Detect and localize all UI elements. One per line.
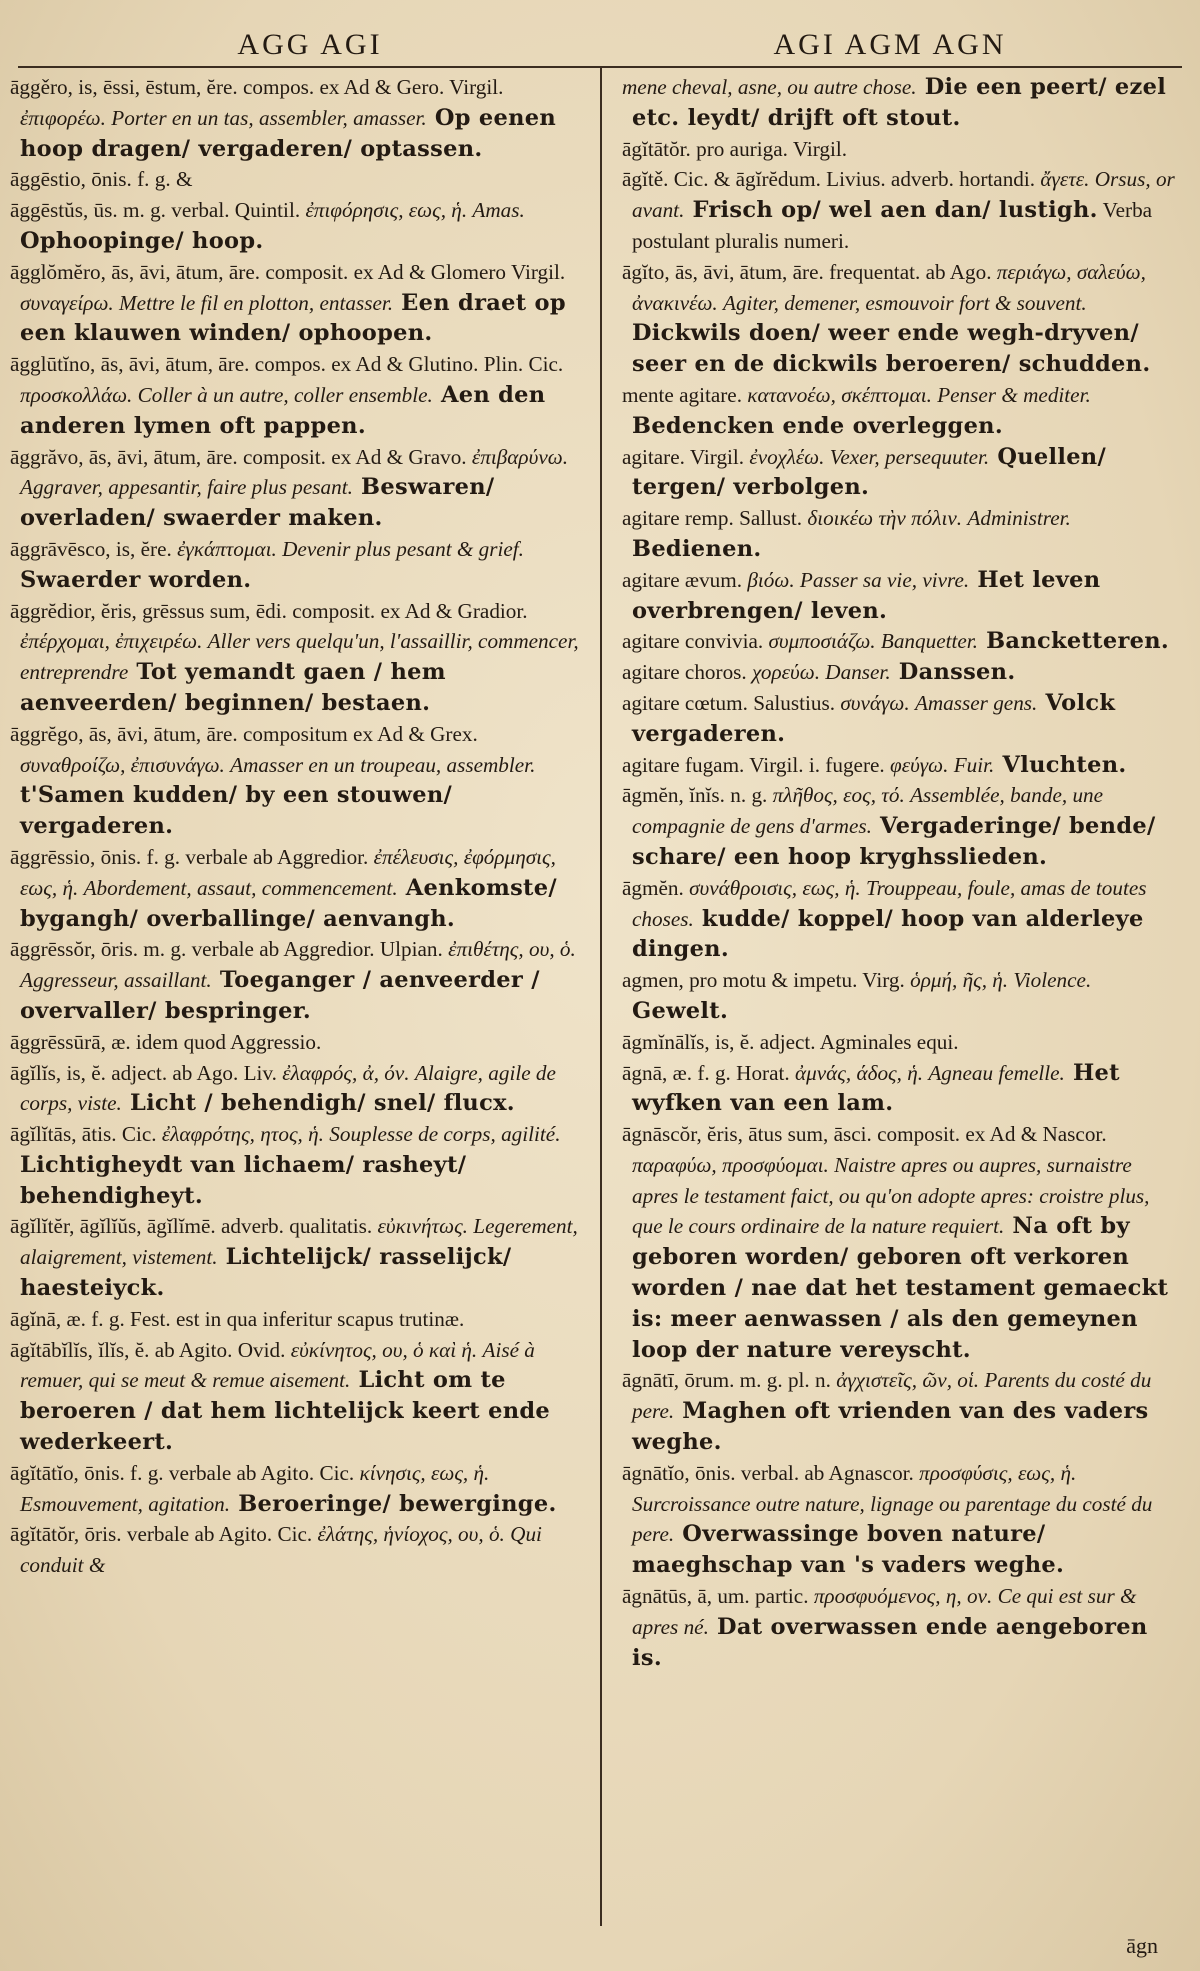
dictionary-entry	[10, 719, 580, 842]
entry-greek: ἐλάτης, ἡνίοχος, ου, ὁ.	[312, 1522, 505, 1547]
entry-greek: πλῆθος, εος, τό.	[767, 783, 905, 808]
entry-dutch: Na oft by geboren worden/ geboren oft verkoren worden / nae dat het testament gemaeckt is: meer aenwassen / als den gemeynen loop der nature vereyscht.	[632, 1213, 1169, 1363]
entry-latin-note: Cic. & āgĭrĕdum. Livius. adverb. hortandi.	[668, 167, 1036, 192]
entry-french: Danser.	[820, 660, 891, 685]
entry-headword: āggěro, is, ēssi, ēstum, ĕre.	[10, 75, 238, 99]
entry-french: Amasser en un troupeau, assembler.	[224, 752, 536, 777]
entry-greek: κατανοέω, σκέπτομαι.	[742, 382, 932, 407]
entry-greek: ἐπιφορέω.	[20, 105, 106, 130]
entry-dutch: Dickwils doen/ weer ende wegh-dryven/ seer en de dickwils beroeren/ schudden.	[632, 320, 1151, 378]
entry-headword: āggēstio, ōnis. f. g. &	[10, 167, 193, 192]
dictionary-entry	[622, 626, 1182, 657]
entry-dutch: Bedencken ende overleggen.	[632, 412, 1003, 439]
entry-french: Agiter, demener, esmouvoir fort & souvent.	[717, 290, 1087, 315]
dictionary-entry	[10, 1458, 580, 1520]
entry-dutch: Overwassinge boven nature/ maeghschap van 's vaders weghe.	[632, 1521, 1065, 1579]
entry-french: Souplesse de corps, agilité.	[323, 1122, 561, 1147]
entry-note: Verba postulant pluralis numeri.	[632, 198, 1153, 253]
entry-latin-note: adverb. qualitatis.	[215, 1214, 373, 1239]
dictionary-entry	[622, 1027, 1182, 1058]
entry-french: Agneau femelle.	[923, 1060, 1065, 1085]
entry-dutch: Quellen/ tergen/ verbolgen.	[632, 443, 1106, 501]
entry-french: Banquetter.	[875, 629, 978, 654]
entry-dutch: Maghen oft vrienden van des vaders weghe.	[632, 1398, 1149, 1456]
entry-greek: παραφύω, προσφύομαι.	[632, 1152, 829, 1177]
entry-greek: χορεύω.	[746, 660, 820, 685]
entry-headword: āggēstŭs, ūs. m. g.	[10, 198, 166, 223]
entry-dutch: Swaerder worden.	[20, 566, 252, 593]
entry-headword: agitare choros.	[622, 660, 747, 685]
entry-greek: συναγείρω.	[20, 290, 114, 315]
entry-latin-note: Horat.	[730, 1060, 790, 1085]
entry-latin-note: Virgil. i. fugere.	[744, 752, 885, 777]
dictionary-entry	[622, 873, 1182, 965]
entry-greek: ἐπέρχομαι, ἐπιχειρέω.	[20, 629, 203, 654]
entry-headword: agitare cœtum.	[622, 690, 748, 715]
dictionary-entry	[622, 965, 1182, 1027]
entry-headword: agitare.	[622, 444, 685, 469]
dictionary-entry	[10, 442, 580, 534]
dictionary-entry	[10, 1027, 580, 1058]
entry-greek: προσκολλάω.	[20, 382, 133, 407]
entry-greek: εὐκίνητος, ου, ὁ καὶ ἡ.	[285, 1337, 478, 1362]
entry-dutch: Toeganger / aenveerder / overvaller/ bespringer.	[20, 967, 540, 1024]
dictionary-entry	[10, 596, 580, 719]
entry-headword: āgĭtātĭo, ōnis. f. g.	[10, 1460, 164, 1485]
dictionary-entry	[10, 72, 580, 164]
dictionary-entry	[10, 1519, 580, 1581]
entry-french: Mettre le fil en plotton, entasser.	[113, 290, 394, 315]
entry-latin-note: verbale ab Agito. Cic.	[163, 1460, 355, 1485]
entry-greek: ἀμνάς, άδος, ἡ.	[789, 1060, 924, 1085]
entry-greek: ἄγετε.	[1035, 167, 1090, 192]
entry-greek: ἐλαφρός, ἀ, όν.	[276, 1060, 410, 1085]
entry-latin-note: verbal. Quintil.	[165, 198, 301, 223]
entry-headword: agitare convivia.	[622, 629, 764, 654]
entry-latin-note: verbale ab Aggredior. Ulpian.	[186, 937, 443, 962]
entry-greek: ἐπιβαρύνω.	[466, 444, 568, 469]
dictionary-entry	[10, 195, 580, 257]
entry-headword: agitare fugam.	[622, 752, 745, 777]
entry-headword: āgglūtĭno, ās, āvi, ātum, āre.	[10, 352, 250, 377]
entry-greek: ἐπιφόρησις, εως, ἡ.	[300, 198, 468, 223]
entry-french: Aggresseur, assaillant.	[20, 968, 212, 993]
entry-french: Assemblée, bande, une compagnie de gens d'armes.	[632, 783, 1104, 839]
entry-latin-note: Sallust.	[733, 506, 803, 531]
entry-latin-note: compositum ex Ad & Grex.	[237, 721, 478, 746]
entry-greek: συναθροίζω, ἐπισυνάγω.	[20, 752, 225, 777]
entry-headword: āgĭtābĭlĭs, ĭlĭs, ĕ.	[10, 1337, 150, 1362]
dictionary-entry	[622, 750, 1182, 781]
entry-headword: āgnātī, ōrum. m. g. pl. n.	[622, 1368, 831, 1393]
dictionary-entry	[622, 134, 1182, 165]
entry-french: Administrer.	[962, 506, 1071, 531]
dictionary-entry	[622, 657, 1182, 688]
dictionary-entry	[10, 164, 580, 195]
entry-french: Aller vers quelqu'un, l'assaillir, commencer, entreprendre	[20, 629, 579, 685]
entry-greek: ὁρμή, ῆς, ἡ.	[904, 968, 1009, 993]
entry-greek: περιάγω, σαλεύω, ἀνακινέω.	[632, 259, 1146, 315]
entry-latin-note: Virgil.	[684, 444, 745, 469]
entry-dutch: Beroeringe/ bewerginge.	[230, 1490, 557, 1517]
entry-greek: ἐγκάπτομαι.	[171, 536, 277, 561]
column-divider	[600, 66, 602, 1926]
entry-latin-note: composit. ex Ad & Gravo.	[237, 444, 467, 469]
entry-dutch: Tot yemandt gaen / hem aenveerden/ beginnen/ bestaen.	[20, 659, 446, 716]
entry-greek: ἐπέλευσις, ἐφόρμησις, εως, ἡ.	[20, 844, 556, 900]
entry-dutch: kudde/ koppel/ hoop van alderleye dingen.	[632, 905, 1144, 963]
entry-latin-note: partic.	[749, 1584, 809, 1609]
entry-headword: āggrēssio, ōnis. f. g.	[10, 844, 181, 869]
dictionary-entry	[622, 1581, 1182, 1673]
entry-french: Violence.	[1008, 968, 1092, 993]
entry-dutch: Vergaderinge/ bende/ schare/ een hoop kryghsslieden.	[632, 813, 1156, 870]
entry-greek: διοικέω τὴν πόλιν.	[802, 506, 963, 531]
entry-greek: συμποσιάζω.	[763, 629, 876, 654]
entry-dutch: Het wyfken van een lam.	[632, 1059, 1120, 1117]
entry-latin-note: ab Agito. Ovid.	[149, 1337, 286, 1362]
entry-headword: āgmĕn, ĭnĭs. n. g.	[622, 783, 768, 808]
entry-french: Abordement, assaut, commencement.	[78, 875, 398, 900]
entry-headword: āgnātĭo, ōnis.	[622, 1460, 736, 1485]
dictionary-entry	[10, 349, 580, 441]
entry-headword: āggrĕgo, ās, āvi, ātum, āre.	[10, 721, 238, 746]
entry-dutch: Licht om te beroeren / dat hem lichtelijck keert ende wederkeert.	[20, 1367, 551, 1456]
entry-headword: āgmĕn.	[622, 875, 684, 900]
entry-french: Legerement, alaigrement, vistement.	[20, 1214, 578, 1270]
entry-dutch: Ophoopinge/ hoop.	[20, 227, 264, 254]
dictionary-entry	[10, 1211, 580, 1303]
catchword: āgn	[1126, 1933, 1158, 1958]
entry-latin-note: composit. ex Ad & Gradior.	[286, 598, 528, 623]
left-running-head: AGG AGI	[237, 28, 383, 61]
entry-headword: āgĭlĭtās, ātis.	[10, 1122, 117, 1147]
entry-french: Parents du costé du pere.	[632, 1368, 1152, 1424]
entry-greek: βιόω.	[742, 567, 795, 592]
entry-french: Naistre apres ou aupres, surnaistre apres le testament faict, ou qu'on adopte apres: croistre plus, que le cours ordinaire de la nature requiert.	[632, 1152, 1150, 1239]
entry-headword: āggrāvēsco, is, ĕre.	[10, 536, 172, 561]
entry-headword: āgĭtātŏr, ōris.	[10, 1522, 122, 1547]
dictionary-entry	[622, 565, 1182, 627]
dictionary-entry	[10, 1058, 580, 1120]
entry-greek: εὐκινήτως.	[372, 1214, 468, 1239]
entry-greek: προσφύσις, εως, ἡ.	[913, 1460, 1077, 1485]
entry-headword: agitare remp.	[622, 506, 734, 531]
entry-headword: āggrēssūrā, æ.	[10, 1029, 131, 1054]
entry-headword: āgnā, æ. f. g.	[622, 1060, 731, 1085]
entry-greek: ἀγχιστεῖς, ῶν, οἱ.	[830, 1368, 980, 1393]
entry-headword: āggrăvo, ās, āvi, ātum, āre.	[10, 444, 238, 469]
right-running-head: AGI AGM AGN	[773, 28, 1007, 61]
entry-dutch: Gewelt.	[632, 997, 729, 1024]
dictionary-entry	[10, 257, 580, 349]
entry-dutch: Een draet op een klauwen winden/ ophoopen.	[20, 289, 566, 347]
entry-dutch: Licht / behendigh/ snel/ flucx.	[121, 1090, 515, 1117]
dictionary-entry	[10, 1119, 580, 1211]
entry-headword: mente agitare.	[622, 382, 742, 407]
entry-dutch: Het leven overbrengen/ leven.	[632, 566, 1101, 624]
entry-headword: āgĭtātŏr.	[622, 136, 691, 161]
entry-latin-note: verbale ab Aggredior.	[180, 844, 369, 869]
dictionary-entry	[622, 1058, 1182, 1120]
entry-greek: φεύγω.	[884, 752, 949, 777]
entry-greek: προσφυόμενος, η, ον.	[808, 1584, 993, 1609]
entry-french: Orsus, or avant.	[632, 167, 1175, 223]
entry-latin-note: composit. ex Ad & Glomero Virgil.	[260, 259, 566, 284]
entry-french: Aisé à remuer, qui se meut & remue aisement.	[20, 1337, 535, 1393]
entry-headword: āggrĕdior, ĕris, grēssus sum, ēdi.	[10, 598, 287, 623]
entry-latin-note: Salustius.	[747, 690, 836, 715]
entry-french: Devenir plus pesant & grief.	[276, 536, 524, 561]
entry-dutch: Danssen.	[890, 659, 1016, 686]
entry-headword: āgnātūs, ā, um.	[622, 1584, 750, 1609]
entry-latin-note: compos. ex Ad & Gero. Virgil.	[237, 75, 504, 99]
dictionary-entry	[622, 442, 1182, 504]
dictionary-entry	[622, 688, 1182, 750]
entry-greek: συνάθροισις, εως, ἡ.	[683, 875, 861, 900]
entry-latin-note: adject. ab Ago. Liv.	[105, 1060, 277, 1085]
entry-french: Passer sa vie, vivre.	[794, 567, 970, 592]
dictionary-entry	[622, 72, 1182, 134]
dictionary-entry	[10, 934, 580, 1026]
dictionary-entry	[10, 1335, 580, 1458]
entry-headword: āgĭto, ās, āvi, ātum, āre.	[622, 259, 824, 284]
entry-headword: agmen, pro motu & impetu.	[622, 968, 858, 993]
dictionary-entry	[10, 534, 580, 596]
entry-headword: āgglŏmĕro, ās, āvi, ātum, āre.	[10, 259, 261, 284]
entry-dutch: Aen den anderen lymen oft pappen.	[20, 381, 546, 439]
entry-latin-note: Fest. est in qua inferitur scapus trutinæ.	[124, 1306, 465, 1331]
entry-latin-note: compos. ex Ad & Glutino. Plin. Cic.	[249, 352, 564, 377]
entry-headword: āgĭlĭtĕr, āgĭlĭŭs, āgĭlĭmē.	[10, 1214, 216, 1239]
entry-latin-note: Virg.	[857, 968, 905, 993]
entry-french: Amasser gens.	[909, 690, 1038, 715]
entry-dutch: Beswaren/ overladen/ swaerder maken.	[20, 474, 495, 532]
entry-dutch: Aenkomste/ bygangh/ overballinge/ aenvangh.	[20, 874, 557, 932]
entry-french: Aggraver, appesantir, faire plus pesant.	[20, 475, 353, 500]
entry-french: Vexer, persequuter.	[824, 444, 990, 469]
entry-french: Trouppeau, foule, amas de toutes choses.	[632, 875, 1147, 931]
dictionary-entry	[622, 1365, 1182, 1457]
right-column	[622, 72, 1182, 1932]
entry-headword: āggrēssŏr, ōris. m. g.	[10, 937, 187, 962]
dictionary-entry	[10, 1304, 580, 1335]
entry-headword: āgĭtě.	[622, 167, 669, 192]
entry-french: Alaigre, agile de corps, viste.	[20, 1060, 556, 1116]
dictionary-entry	[622, 780, 1182, 872]
entry-french: Coller à un autre, coller ensemble.	[132, 382, 433, 407]
dictionary-entry	[622, 380, 1182, 442]
entry-dutch: Lichtelijck/ rasselijck/ haesteiyck.	[20, 1244, 512, 1302]
entry-headword: āgĭnā, æ. f. g.	[10, 1306, 125, 1331]
entry-greek: συνάγω.	[835, 690, 910, 715]
entry-latin-note: verbale ab Agito. Cic.	[121, 1522, 313, 1547]
entry-french: Qui conduit &	[20, 1522, 542, 1578]
entry-greek: ἐπιθέτης, ου, ὁ.	[442, 937, 576, 962]
entry-french: Esmouvement, agitation.	[20, 1491, 231, 1516]
entry-latin-note: frequentat. ab Ago.	[823, 259, 992, 284]
entry-dutch: Frisch op/ wel aen dan/ lustigh.	[684, 197, 1098, 224]
entry-headword: āgĭlĭs, is, ĕ.	[10, 1060, 106, 1085]
entry-dutch: Bedienen.	[632, 535, 762, 562]
entry-latin-note: verbal. ab Agnascor.	[735, 1460, 914, 1485]
left-column	[10, 72, 580, 1932]
entry-dutch: Op eenen hoop dragen/ vergaderen/ optassen.	[20, 104, 557, 162]
dictionary-entry	[622, 164, 1182, 256]
entry-dutch: Dat overwassen ende aengeboren is.	[632, 1613, 1148, 1671]
dictionary-entry	[10, 842, 580, 934]
entry-headword: āgnāscŏr, ĕris, ātus sum, āsci.	[622, 1122, 872, 1147]
entry-dutch: t'Samen kudden/ by een stouwen/ vergaderen.	[20, 782, 453, 840]
entry-latin-note: composit. ex Ad & Nascor.	[871, 1122, 1107, 1147]
entry-french: Surcroissance outre nature, lignage ou parentage du costé du pere.	[632, 1491, 1153, 1547]
entry-latin-note: adject. Agminales equi.	[754, 1029, 959, 1054]
entry-dutch: Die een peert/ ezel etc. leydt/ drijft oft stout.	[632, 74, 1167, 131]
entry-latin-note: Cic.	[116, 1122, 157, 1147]
dictionary-entry	[622, 257, 1182, 380]
entry-french: mene cheval, asne, ou autre chose.	[622, 75, 917, 99]
entry-french: Ce qui est sur & apres né.	[632, 1584, 1137, 1639]
entry-dutch: Vluchten.	[994, 751, 1127, 778]
entry-french: Penser & mediter.	[931, 382, 1091, 407]
entry-latin-note: idem quod Aggressio.	[130, 1029, 322, 1054]
entry-greek: ἐνοχλέω.	[744, 444, 825, 469]
entry-dutch: Bancketteren.	[977, 628, 1170, 655]
entry-latin-note: pro auriga. Virgil.	[690, 136, 848, 161]
entry-dutch: Volck vergaderen.	[632, 689, 1116, 747]
entry-french: Fuir.	[948, 752, 995, 777]
entry-french: Amas.	[467, 198, 525, 223]
entry-greek: ἐλαφρότης, ητος, ἡ.	[156, 1122, 324, 1147]
entry-headword: agitare ævum.	[622, 567, 743, 592]
entry-dutch: Lichtigheydt van lichaem/ rasheyt/ behendigheyt.	[20, 1151, 467, 1209]
dictionary-entry	[622, 503, 1182, 565]
dictionary-entry	[622, 1119, 1182, 1365]
dictionary-entry	[622, 1458, 1182, 1581]
entry-greek: κίνησις, εως, ἡ.	[354, 1460, 490, 1485]
entry-french: Porter en un tas, assembler, amasser.	[105, 105, 427, 130]
entry-headword: āgmĭnālĭs, is, ĕ.	[622, 1029, 755, 1054]
